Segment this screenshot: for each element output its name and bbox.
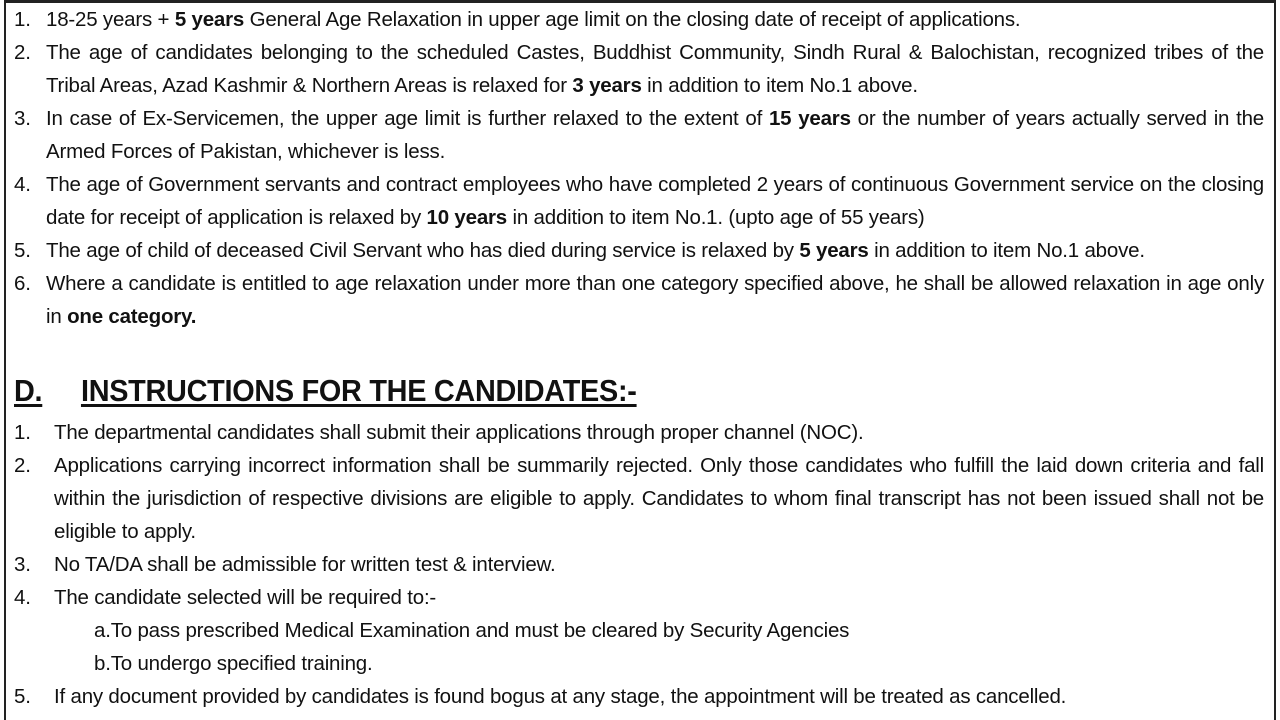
- instruction-item-5: [14, 680, 1264, 713]
- age-item-2: [14, 36, 1264, 102]
- section-title: INSTRUCTIONS FOR THE CANDIDATES:-: [80, 373, 637, 408]
- item-bold: 3 years: [572, 74, 642, 97]
- instructions-list: [14, 416, 1264, 713]
- item-number: 2.: [14, 454, 31, 477]
- item-text: No TA/DA shall be admissible for written test & interview.: [54, 553, 556, 576]
- item-bold: 5 years: [799, 239, 869, 262]
- instruction-item-2: [14, 449, 1264, 548]
- right-border: [1274, 0, 1276, 720]
- item-number: 4.: [14, 586, 31, 609]
- section-d-heading: [14, 372, 637, 410]
- item-text: Applications carrying incorrect information shall be summarily rejected. Only those candidates who fulfill the laid down criteria and fall within the jurisdiction of respective divisions are eligible to apply. Candidates to whom final transcript has not been issued shall not be eligible to apply.: [54, 454, 1264, 543]
- item-text: The age of child of deceased Civil Servant who has died during service is relaxed by: [46, 239, 800, 262]
- item-bold: 15 years: [768, 107, 851, 130]
- item-bold: one category.: [67, 305, 197, 328]
- left-border: [4, 0, 6, 720]
- instruction-item-4: [14, 581, 1264, 680]
- item-text: 18-25 years +: [46, 8, 175, 31]
- item-text: The age of Government servants and contract employees who have completed 2 years of continuous Government service on the closing date for receipt of application is relaxed by: [46, 173, 1264, 229]
- age-item-6: [14, 267, 1264, 333]
- item-text: in addition to item No.1 above.: [868, 239, 1145, 262]
- item-text: The candidate selected will be required to:-: [54, 586, 437, 609]
- item-text: If any document provided by candidates is found bogus at any stage, the appointment will be treated as cancelled.: [54, 685, 1067, 708]
- item-text: The age of candidates belonging to the scheduled Castes, Buddhist Community, Sindh Rural & Balochistan, recognized tribes of the Tribal Areas, Azad Kashmir & Northern Areas is relaxed for: [46, 41, 1264, 97]
- item-text: General Age Relaxation in upper age limit on the closing date of receipt of applications.: [244, 8, 1021, 31]
- item-bold: 5 years: [174, 8, 245, 31]
- item-number: 5.: [14, 685, 31, 708]
- item-text: The departmental candidates shall submit their applications through proper channel (NOC).: [54, 421, 864, 444]
- item-text: in addition to item No.1 above.: [641, 74, 918, 97]
- item-text: or the number of years actually served in the Armed Forces of Pakistan, whichever is less.: [46, 107, 1264, 163]
- item-number: 3.: [14, 107, 31, 130]
- item-bold: 10 years: [426, 206, 508, 229]
- item-number: 4.: [14, 173, 31, 196]
- sub-item-a: a.To pass prescribed Medical Examination and must be cleared by Security Agencies: [94, 619, 850, 642]
- instruction-item-1: [14, 416, 1264, 449]
- instruction-item-3: [14, 548, 1264, 581]
- item-number: 6.: [14, 272, 31, 295]
- item-number: 2.: [14, 41, 31, 64]
- age-item-1: [14, 3, 1264, 36]
- item-number: 3.: [14, 553, 31, 576]
- item-number: 5.: [14, 239, 31, 262]
- sub-list: [54, 614, 1264, 680]
- section-letter: D.: [14, 373, 43, 408]
- age-item-5: [14, 234, 1264, 267]
- age-item-4: [14, 168, 1264, 234]
- sub-item-b: b.To undergo specified training.: [94, 652, 373, 675]
- item-text: In case of Ex-Servicemen, the upper age limit is further relaxed to the extent of: [46, 107, 769, 130]
- age-relaxation-list: [14, 3, 1264, 333]
- item-number: 1.: [14, 421, 31, 444]
- item-number: 1.: [14, 8, 31, 31]
- item-text: in addition to item No.1. (upto age of 55 years): [507, 206, 925, 229]
- age-item-3: [14, 102, 1264, 168]
- item-text: Where a candidate is entitled to age relaxation under more than one category specified above, he shall be allowed relaxation in age only in: [46, 272, 1264, 328]
